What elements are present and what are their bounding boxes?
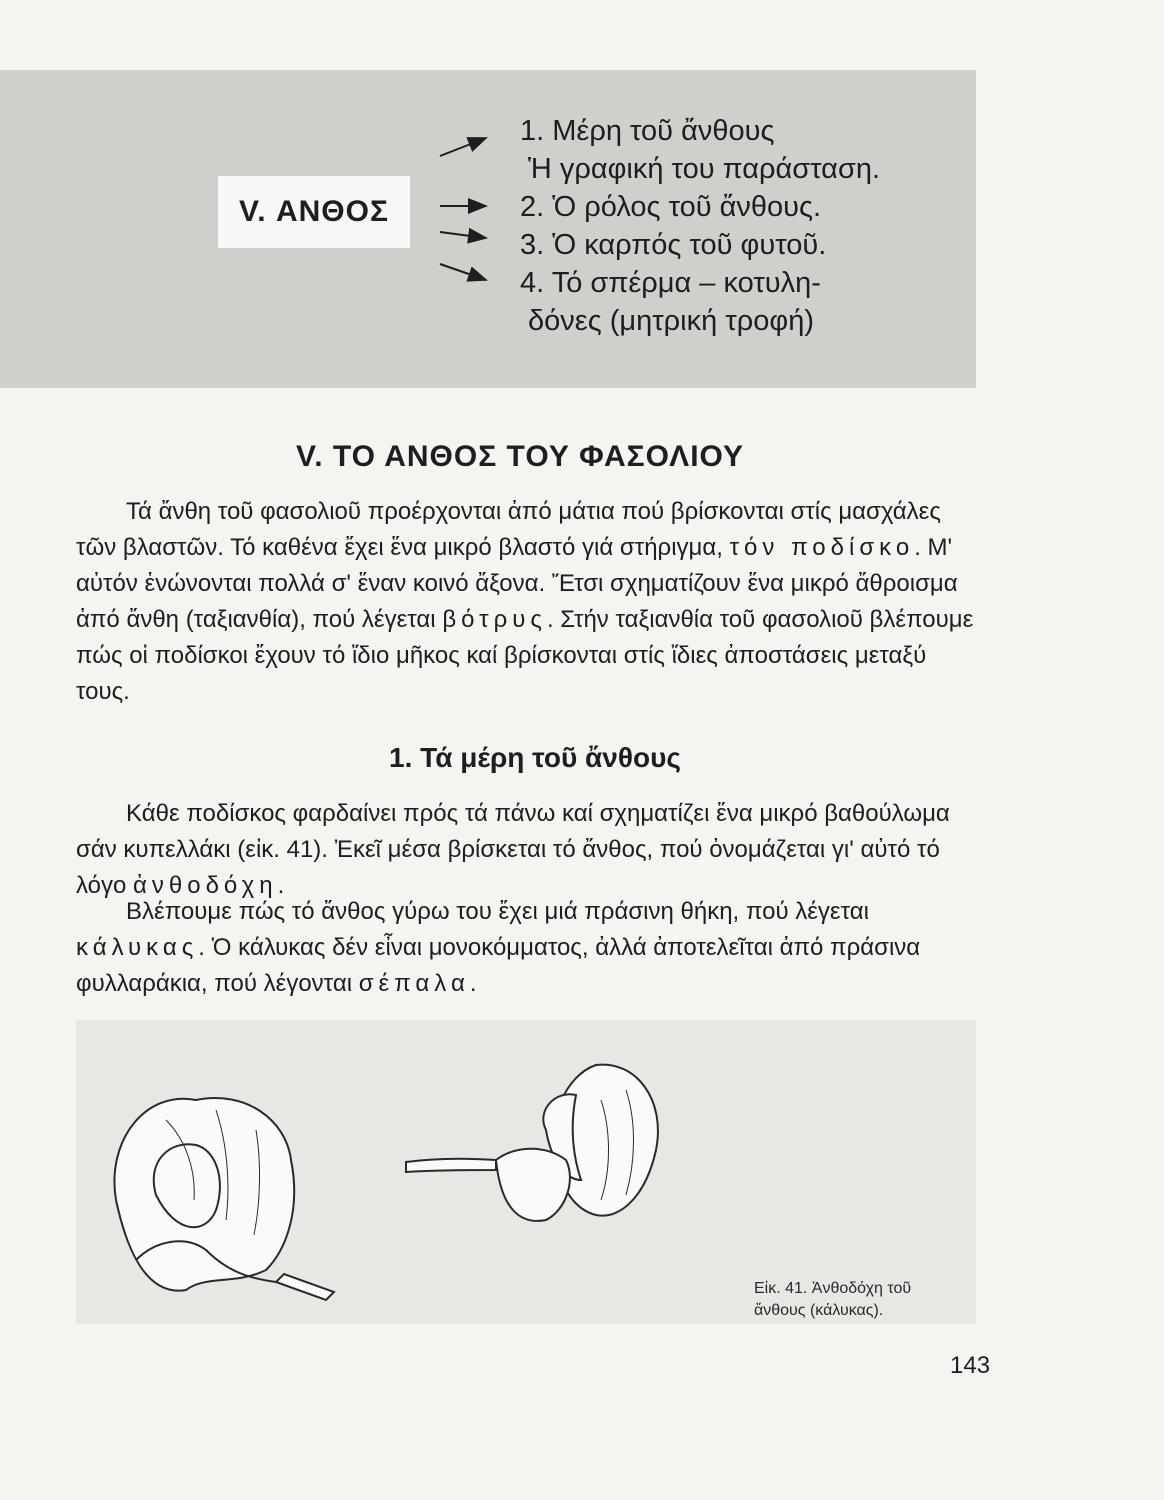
chapter-label: V. ΑΝΘΟΣ xyxy=(239,195,389,228)
flower-drawing-right xyxy=(406,1065,658,1221)
subsection-title: 1. Τά μέρη τοῦ ἄνθους xyxy=(389,742,681,773)
chapter-label-box xyxy=(218,176,410,248)
arrow-icon xyxy=(440,232,486,238)
section-title: V. ΤΟ ΑΝΘΟΣ ΤΟΥ ΦΑΣΟΛΙΟΥ xyxy=(295,440,745,473)
figure-caption xyxy=(754,1278,911,1322)
summary-arrows xyxy=(436,130,526,290)
paragraph-receptacle: Κάθε ποδίσκος φαρδαίνει πρός τά πάνω καί σχηματίζει ἕνα μικρό βαθούλωμα σάν κυπελλάκι (εἰκ. 41). Ἐκεῖ μέσα βρίσκεται τό ἄνθος, πού ὀνομάζεται γι' αὐτό τό λόγο ἀνθοδόχη. xyxy=(76,800,950,899)
paragraph-calyx: Βλέπουμε πώς τό ἄνθος γύρω του ἔχει μιά πράσινη θήκη, πού λέγεται κάλυκας. Ὁ κάλυκας δέν εἶναι μονοκόμματος, ἀλλά ἀποτελεῖται ἀπό πράσινα φυλλαράκια, πού λέγονται σέπαλα. xyxy=(76,898,921,997)
summary-item: 1. Μέρη τοῦ ἄνθους xyxy=(520,115,775,147)
summary-item: 4. Τό σπέρμα – κοτυλη- xyxy=(520,267,821,299)
summary-item: Ἡ γραφική του παράσταση. xyxy=(528,153,881,185)
page-number: 143 xyxy=(950,1352,991,1379)
arrow-icon xyxy=(440,264,486,280)
figure-caption-line: ἄνθους (κάλυκας). xyxy=(754,1302,884,1319)
figure-caption-line: Εἰκ. 41. Ἀνθοδόχη τοῦ xyxy=(754,1280,912,1297)
summary-item: δόνες (μητρική τροφή) xyxy=(528,305,814,337)
chapter-summary-list xyxy=(520,112,880,340)
flower-drawing-left xyxy=(114,1098,334,1300)
summary-item: 3. Ὁ καρπός τοῦ φυτοῦ. xyxy=(520,229,827,261)
arrow-icon xyxy=(440,138,486,156)
intro-paragraph: Τά ἄνθη τοῦ φασολιοῦ προέρχονται ἀπό μάτια πού βρίσκονται στίς μασχάλες τῶν βλαστῶν. Τό καθένα ἔχει ἕνα μικρό βλαστό γιά στήριγμα, τόν ποδίσκο. Μ' αὐτόν ἑνώνονται πολλά σ' ἕναν κοινό ἄξονα. Ἔτσι σχηματίζουν ἕνα μικρό ἄθροισμα ἀπό ἄνθη (ταξιανθία), πού λέγεται βότρυς. Στήν ταξιανθία τοῦ φασολιοῦ βλέπουμε πώς οἱ ποδίσκοι ἔχουν τό ἴδιο μῆκος καί βρίσκονται στίς ἴδιες ἀποστάσεις μεταξύ τους. xyxy=(76,498,974,705)
summary-item: 2. Ὁ ρόλος τοῦ ἄνθους. xyxy=(520,191,822,223)
